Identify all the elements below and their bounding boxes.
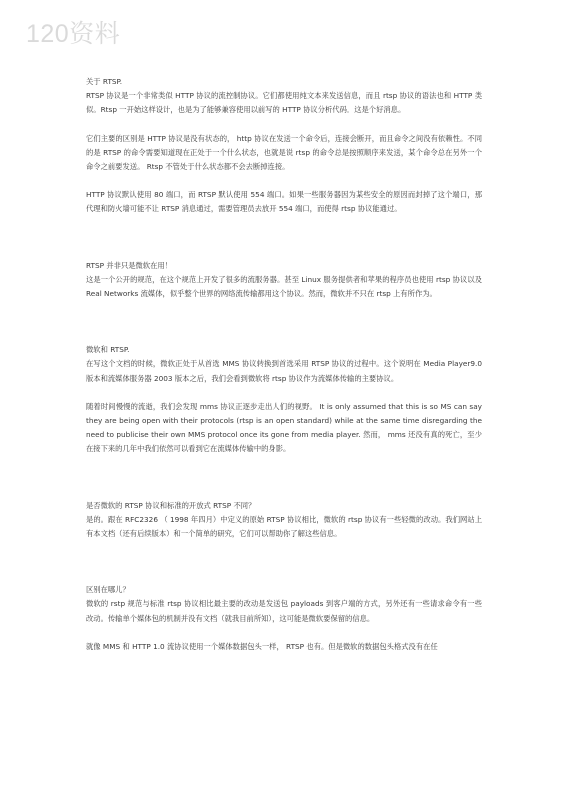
paragraph: HTTP 协议默认使用 80 端口，而 RTSP 默认使用 554 端口。如果一些服务器因为某些安全的原因而封掉了这个端口，那代理和防火墙可能不让 RTSP 消息通过，需要管理员去放开 554 端口，而使得 rtsp 协议能通过。	[86, 190, 482, 214]
paragraph: 是的。跟在 RFC2326 （ 1998 年四月）中定义的原始 RTSP 协议相比，微软的 rtsp 协议有一些轻微的改动。我们网站上有本文档（还有后续版本）和一个简单的研究，它们可以帮助你了解这些信息。	[86, 514, 482, 539]
section-title: 关于 RTSP.	[86, 77, 123, 86]
paragraph: 这是一个公开的规范，在这个规范上开发了很多的流服务器。甚至 Linux 服务提供者和苹果的程序员也使用 rtsp 协议以及 Real Networks 流媒体，似乎整个世界的网络流传输都用这个协议。然而，微软并不只在 rtsp 上有所作为。	[86, 274, 482, 299]
paragraph: 就像 MMS 和 HTTP 1.0 流协议使用一个媒体数据包头一样， RTSP 也有。但是微软的数据包头格式没有在任	[86, 641, 438, 651]
paragraph: 在写这个文档的时候，微软正处于从首选 MMS 协议转换到首选采用 RTSP 协议的过程中。这个说明在 Media Player9.0 版本和流媒体服务器 2003 版本之后，我们会看到微软将 rtsp 协议作为流媒体传输的主要协议。	[86, 359, 482, 383]
document-body	[86, 75, 482, 654]
section-title: 是否微软的 RTSP 协议和标准的开放式 RTSP 不同？	[86, 500, 256, 510]
section-title: RTSP 并非只是微软在用！	[86, 260, 173, 270]
paragraph: 它们主要的区别是 HTTP 协议是没有状态的， http 协议在发送一个命令后，连接会断开，而且命令之间没有依赖性。不同的是 RTSP 的命令需要知道现在正处于一个什么状态，也就是说 rtsp 的命令总是按照顺序来发送，某个命令总在另外一个命令之前要发送。 Rtsp 不管处于什么状态都不会去断掉连接。	[86, 133, 482, 172]
paragraph: RTSP 协议是一个非常类似 HTTP 协议的流控制协议。它们都使用纯文本来发送信息，而且 rtsp 协议的语法也和 HTTP 类似。Rtsp 一开始这样设计，也是为了能够兼容使用以前写的 HTTP 协议分析代码．这是个好消息。	[86, 91, 482, 115]
section-title: 区别在哪儿？	[86, 585, 130, 595]
paragraph: 随着时间慢慢的流逝，我们会发现 mms 协议正逐步走出人们的视野。 It is only assumed that this is so MS can say they are being open with their protocols (rtsp is an open standard) while at the same time disregarding the need to publicise their own MMS protocol once its gone from media player. 然而， mms 还没有真的死亡，至少在接下来的几年中我们依然可以看到它在流媒体传输中的身影。	[86, 401, 482, 454]
section-title: 微软和 RTSP.	[86, 345, 130, 355]
watermark: 120资料	[26, 20, 121, 48]
paragraph: 微软的 rstp 规范与标准 rtsp 协议相比最主要的改动是发送包 payloads 到客户端的方式，另外还有一些请求命令有一些改动。传输单个媒体包的机制并没有文档（就我目前所知），这可能是微软要保留的信息。	[86, 599, 482, 623]
